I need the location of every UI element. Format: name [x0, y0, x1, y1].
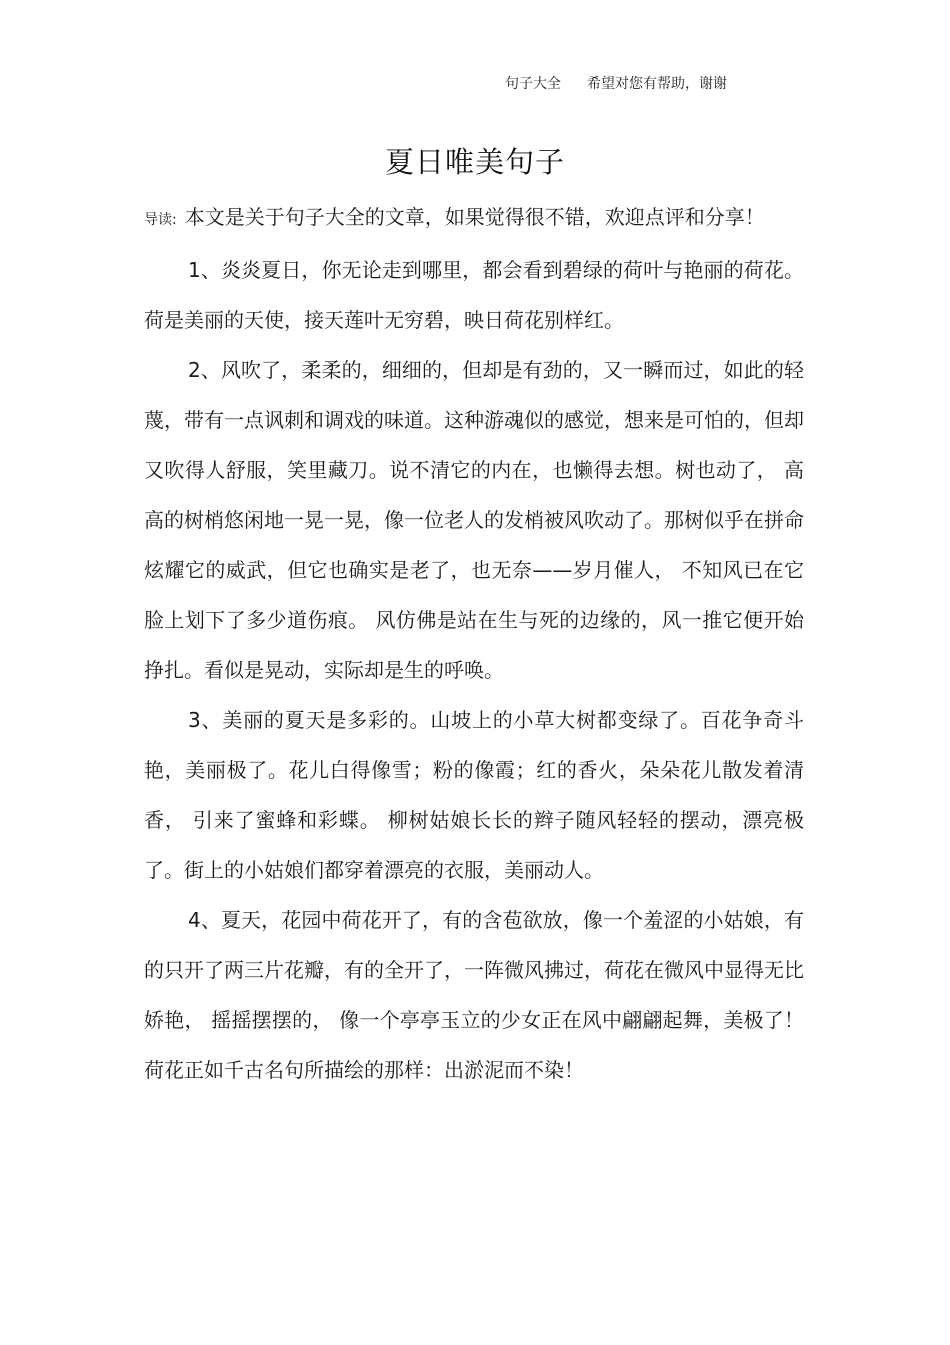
header-site-name: 句子大全	[505, 76, 561, 92]
paragraph-3: 3、美丽的夏天是多彩的。山坡上的小草大树都变绿了。百花争奇斗艳，美丽极了。花儿白得像雪；粉的像霞；红的香火，朵朵花儿散发着清香， 引来了蜜蜂和彩蝶。 柳树姑娘长长的辫子随风轻轻的摆动，漂亮极了。街上的小姑娘们都穿着漂亮的衣服，美丽动人。	[144, 708, 804, 882]
intro-text: 本文是关于句子大全的文章，如果觉得很不错，欢迎点评和分享！	[184, 205, 765, 229]
paragraph-2: 2、风吹了，柔柔的，细细的，但却是有劲的，又一瞬而过，如此的轻蔑，带有一点讽刺和调戏的味道。这种游魂似的感觉，想来是可怕的，但却又吹得人舒服，笑里藏刀。说不清它的内在，也懒得去想。树也动了， 高高的树梢悠闲地一晃一晃，像一位老人的发梢被风吹动了。那树似乎在拼命炫耀它的威武，但它也确实是老了，也无奈——岁月催人， 不知风已在它脸上划下了多少道伤痕。 风仿佛是站在生与死的边缘的，风一推它便开始挣扎。看似是晃动，实际却是生的呼唤。	[144, 358, 804, 682]
document-body	[144, 192, 804, 1095]
running-header	[505, 74, 727, 94]
intro-paragraph	[144, 192, 804, 245]
document-title: 夏日唯美句子	[384, 145, 565, 179]
paragraph-1: 1、炎炎夏日，你无论走到哪里，都会看到碧绿的荷叶与艳丽的荷花。荷是美丽的天使，接天莲叶无穷碧，映日荷花别样红。	[144, 258, 804, 332]
intro-label: 导读:	[144, 212, 177, 228]
paragraph-4: 4、夏天，花园中荷花开了，有的含苞欲放，像一个羞涩的小姑娘，有的只开了两三片花瓣，有的全开了，一阵微风拂过，荷花在微风中显得无比娇艳， 摇摇摆摆的， 像一个亭亭玉立的少女正在风中翩翩起舞，美极了！荷花正如千古名句所描绘的那样：出淤泥而不染！	[144, 908, 804, 1082]
header-tagline: 希望对您有帮助，谢谢	[587, 76, 727, 92]
